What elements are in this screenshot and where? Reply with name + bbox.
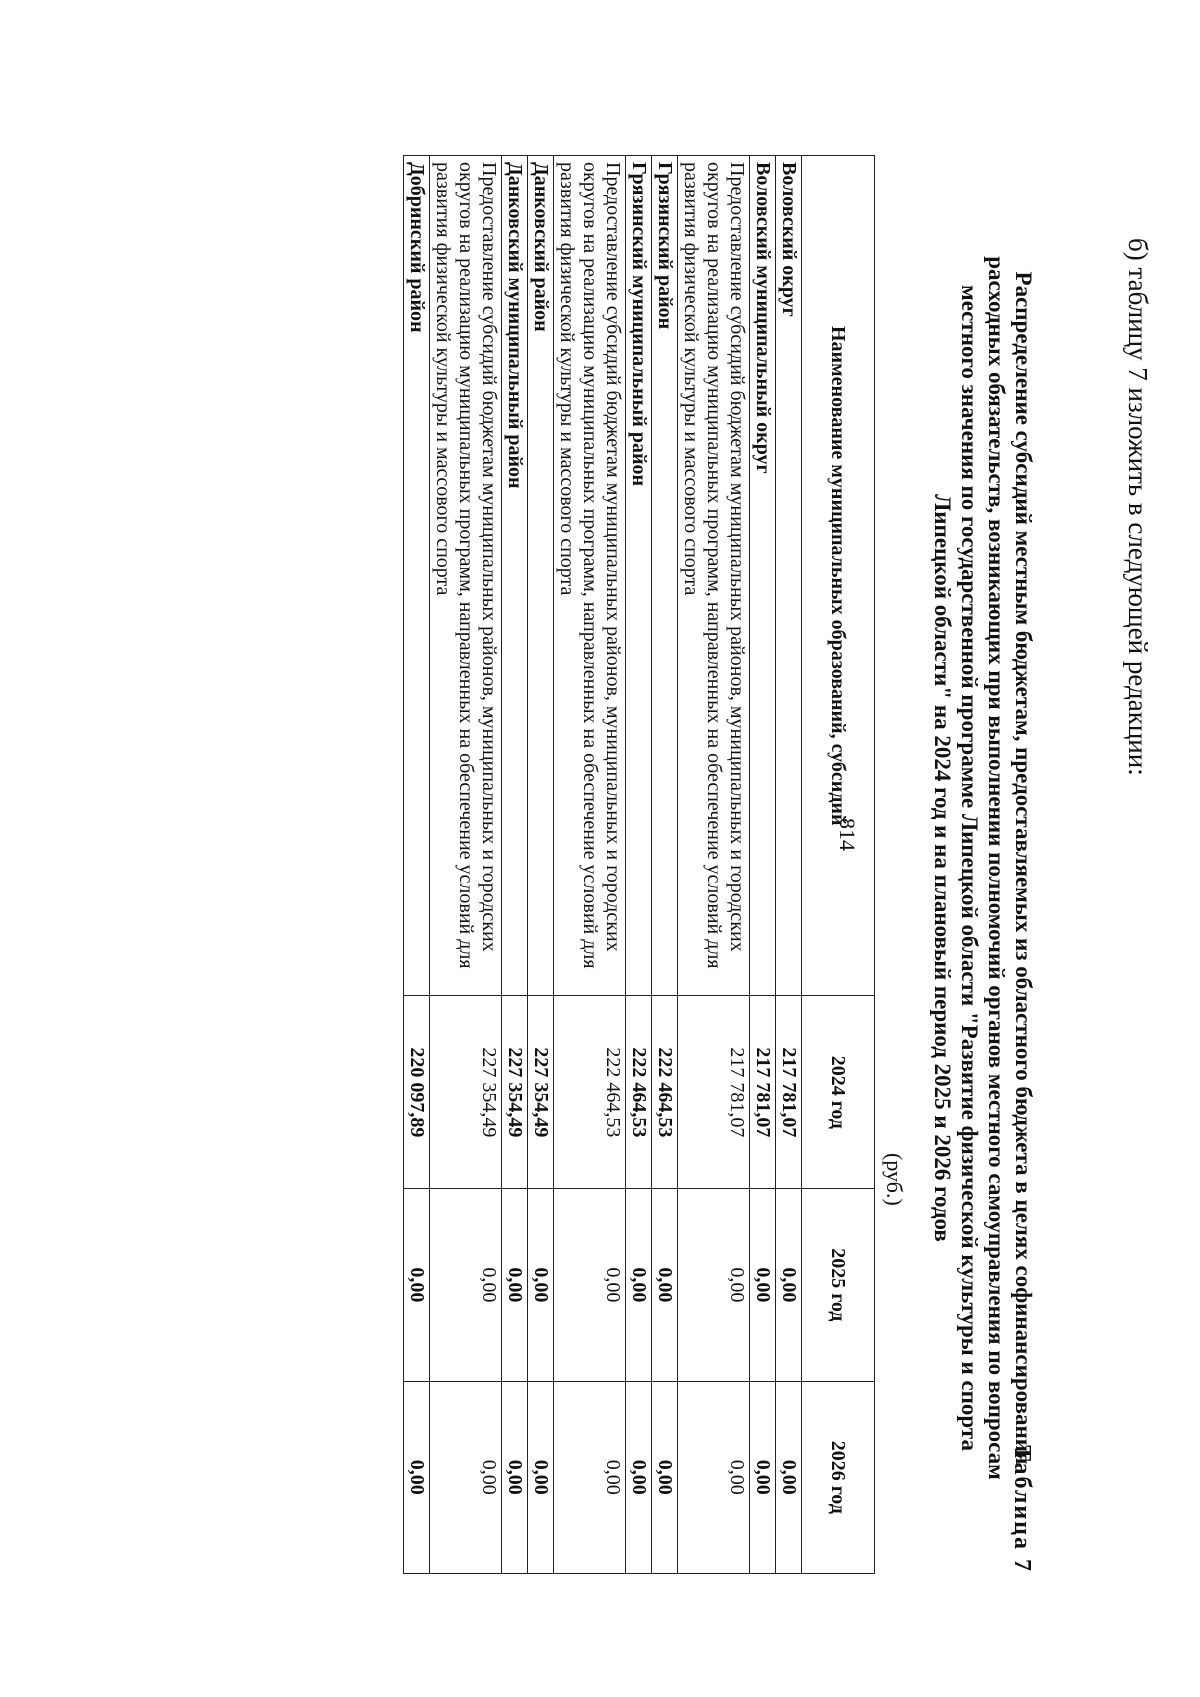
- row-2025: 0,00: [776, 1189, 802, 1381]
- header-2026: 2026 год: [802, 1381, 875, 1573]
- row-2025: 0,00: [678, 1189, 750, 1381]
- intro-text: б) таблицу 7 изложить в следующей редакции:: [1123, 238, 1153, 776]
- table-row: [750, 156, 776, 1574]
- subsidy-table: [403, 155, 875, 1574]
- row-name: Грязинский район: [652, 156, 678, 996]
- row-name: Воловский муниципальный округ: [750, 156, 776, 996]
- row-2024: 222 464,53: [652, 996, 678, 1189]
- row-2025: 0,00: [750, 1189, 776, 1381]
- row-2025: 0,00: [430, 1189, 502, 1381]
- row-2026: 0,00: [502, 1381, 528, 1573]
- row-2024: 222 464,53: [554, 996, 626, 1189]
- table-row: [554, 156, 626, 1574]
- page-number: 814: [835, 818, 860, 851]
- table-row: [652, 156, 678, 1574]
- table-header-row: [802, 156, 875, 1574]
- table-row: [528, 156, 554, 1574]
- header-name: Наименование муниципальных образований, субсидий: [802, 156, 875, 996]
- table-row: [430, 156, 502, 1574]
- table-row: [502, 156, 528, 1574]
- row-2025: 0,00: [404, 1189, 430, 1381]
- row-2025: 0,00: [502, 1189, 528, 1381]
- table-label: Таблица 7: [1009, 1445, 1035, 1573]
- row-2026: 0,00: [554, 1381, 626, 1573]
- table-row: [404, 156, 430, 1574]
- row-2025: 0,00: [652, 1189, 678, 1381]
- row-name: Предоставление субсидий бюджетам муниципальных районов, муниципальных и городских округов на реализацию муниципальных программ, направленных на обеспечение условий для развития физической культуры и массового спорта: [554, 156, 626, 996]
- row-name: Воловский округ: [776, 156, 802, 996]
- row-2025: 0,00: [528, 1189, 554, 1381]
- header-2025: 2025 год: [802, 1189, 875, 1381]
- header-2024: 2024 год: [802, 996, 875, 1189]
- unit-label: (руб.): [882, 1153, 907, 1206]
- row-2024: 217 781,07: [776, 996, 802, 1189]
- row-2026: 0,00: [652, 1381, 678, 1573]
- row-2024: 217 781,07: [750, 996, 776, 1189]
- rotated-page: [35, 38, 1165, 1658]
- row-2024: 217 781,07: [678, 996, 750, 1189]
- table-title: Распределение субсидий местным бюджетам, предоставляемых из областного бюджета в целях софинансирования расходных обязательств, возникающих при выполнении полномочий органов местного самоуправления по вопросам местного значения по государственной программе Липецкой области "Развитие физической культуры и спорта Липецкой области" на 2024 год и на плановый период 2025 и 2026 годов: [930, 256, 1036, 1480]
- row-name: Добринский район: [404, 156, 430, 996]
- table-row: [626, 156, 652, 1574]
- row-2026: 0,00: [528, 1381, 554, 1573]
- row-2024: 227 354,49: [430, 996, 502, 1189]
- row-name: Грязинский муниципальный район: [626, 156, 652, 996]
- row-2025: 0,00: [626, 1189, 652, 1381]
- row-2026: 0,00: [626, 1381, 652, 1573]
- row-2024: 227 354,49: [502, 996, 528, 1189]
- row-2026: 0,00: [404, 1381, 430, 1573]
- row-2025: 0,00: [554, 1189, 626, 1381]
- row-name: Данковский муниципальный район: [502, 156, 528, 996]
- row-2024: 227 354,49: [528, 996, 554, 1189]
- row-2026: 0,00: [776, 1381, 802, 1573]
- row-2026: 0,00: [430, 1381, 502, 1573]
- row-2026: 0,00: [750, 1381, 776, 1573]
- row-name: Данковский район: [528, 156, 554, 996]
- row-2026: 0,00: [678, 1381, 750, 1573]
- table-row: [776, 156, 802, 1574]
- row-2024: 222 464,53: [626, 996, 652, 1189]
- row-name: Предоставление субсидий бюджетам муниципальных районов, муниципальных и городских округов на реализацию муниципальных программ, направленных на обеспечение условий для развития физической культуры и массового спорта: [678, 156, 750, 996]
- row-name: Предоставление субсидий бюджетам муниципальных районов, муниципальных и городских округов на реализацию муниципальных программ, направленных на обеспечение условий для развития физической культуры и массового спорта: [430, 156, 502, 996]
- row-2024: 220 097,89: [404, 996, 430, 1189]
- table-row: [678, 156, 750, 1574]
